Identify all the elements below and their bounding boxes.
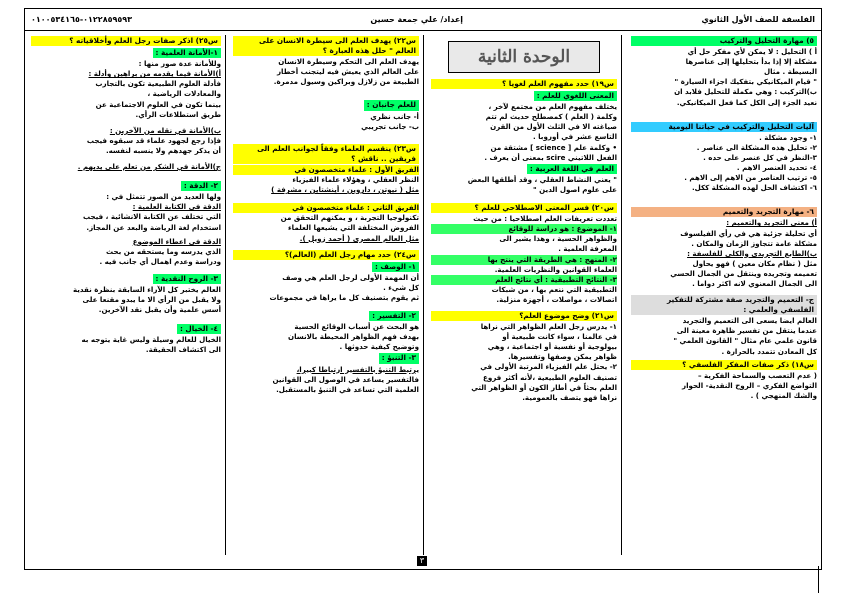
section-sides (233, 99, 419, 131)
text-line: ب)الطابع التجريدي والكلي للفلسفة : (687, 248, 817, 258)
text-line: الى اكتشاف الحقيقة. (145, 345, 221, 355)
text-line: مثل العالم المصري ( أحمد زويل ). (299, 233, 419, 243)
text-line: أن يذكر جهدهم ولا ينسبه لنفسه. (105, 145, 221, 155)
section-analysis (631, 36, 817, 108)
text-line: الذي يدرسه وما يستحقه من بحث (106, 246, 221, 256)
text-line: يختلف مفهوم العلم من مجتمع لآخر ، (488, 102, 617, 112)
text-line: العالم ايضا يسعى الى التعميم والتجريد (682, 316, 817, 326)
text-line: العالم يختبر كل الآراء السابقة بنظرة نقدية (72, 284, 221, 294)
text-line: بينما تكون في العلوم الاجتماعية عن (95, 99, 221, 109)
text-line: وتوضيح كيفية حدوثها . (339, 342, 419, 352)
column-4 (31, 35, 221, 555)
text-line: فإذا رجع لجهود علماء قد سبقوه فيجب (86, 135, 221, 145)
section-generalization (631, 295, 817, 357)
text-line: البسيطة . مثال (763, 67, 817, 77)
text-line: ٢- يحتل علم الفيزياء المرتبة الأولى في (480, 362, 617, 372)
text-line: ب)الأمانة في نقله من الآخرين : (109, 125, 221, 135)
text-line: ولها العديد من الصور تتمثل في : (106, 192, 221, 202)
text-line: ٦- اكتشاف الحل لهذه المشكلة ككل. (691, 183, 817, 193)
text-line: التي تختلف عن الكتابة الانشائية ، فيجب (83, 212, 221, 222)
text-line: العلم بحثاً في أطار الكون أو الظواهر التي (471, 382, 617, 392)
text-line: الفروض المختلفة التي يشيعها العلماء (288, 223, 419, 233)
text-line: فأدلة العلوم الطبيعية تكون بالتجارب (95, 79, 221, 89)
section-abstraction (631, 207, 817, 289)
text-line: مشكلة إلا إذا بدأ بتحليلها إلى عناصرها (685, 57, 817, 67)
section-title: ٢- الدقة : (181, 181, 221, 191)
text-line: مثل ( نيوتن ، داروين ، أينشتاين ، مشرفة ) (271, 185, 419, 195)
document-page (24, 8, 822, 570)
text-line: يرتبط التنبؤ بالتفسير ارتباطا كبيرا، (296, 364, 419, 374)
author-label: إعداد/ علي جمعة حسين (370, 15, 464, 24)
text-line: تكنولوجيا التجربة ، و يمكنهم التحقق من (280, 213, 419, 223)
text-line: أسس علمية وأن يقبل نقد الآخرين. (98, 305, 221, 315)
section-subtitle: المعنى اللغوي للعلم : (534, 91, 617, 101)
text-line: المعرفة العلمية . (558, 244, 617, 254)
text-line: هو البحث عن أسباب الوقائع الحسية (294, 322, 419, 332)
text-line: استخدام لغة الرياضة والبعد عن المجاز. (86, 222, 221, 232)
text-line: ٥- ترتيب العناصر من الاهم إلى الاهم . (684, 173, 817, 183)
section-title: س١٨) ذكر صفات المفكر الفلسفي ؟ (631, 360, 817, 370)
text-line: في عالمنا ، سواء كانت طبيعية أو (502, 332, 617, 342)
text-line: يهدف العلم الى التحكم وسيطرة الانسان (278, 57, 419, 67)
text-line: أ) معنى التجريد والتعميم : (726, 218, 817, 228)
text-line: والظواهر الحسية ، وهذا يشير الى (499, 234, 617, 244)
text-line: ٢- تحليل هذه المشكلة الى عناصر . (696, 142, 817, 152)
text-line: ج)الأمانة في الشكر من تعلم على يديهم . (77, 162, 221, 172)
text-line: نراها فهو يتصف بالعمومية. (522, 392, 617, 402)
page-header (25, 9, 821, 31)
text-line: الدقة في اعطاء الموضوع (132, 236, 221, 246)
page-edge-mark (818, 566, 819, 593)
unit-title: الوحدة الثانية (448, 41, 600, 73)
section-title: س٢٠) فسر المعنى الاصطلاحي للعلم ؟ (431, 203, 617, 213)
section-q21 (431, 311, 617, 403)
column-1 (631, 35, 817, 555)
text-line: ١- يدرس رجل العلم الظواهر التي نراها (480, 322, 617, 332)
text-line: قانون علمي عام مثال " القانون العلمي " (673, 336, 817, 346)
section-q25 (31, 36, 221, 172)
text-line: ٢- المنهج : هي الطريقة التي ينتج بها (431, 255, 617, 265)
text-line: أ- جانب نظري (370, 111, 419, 121)
section-title: ٥) مهارة التحليل والتركيب (631, 36, 817, 46)
text-line: ودراسة وعدم اهمال أي جانب فيه . (99, 256, 221, 266)
text-line: أ)الأمانة فيما يقدمه من براهين وأدلة : (88, 69, 221, 79)
text-line: الطبيعة من زلازل وبراكين وسيول مدمرة. (273, 77, 419, 87)
text-line: على علوم اصول الدين " (532, 184, 617, 194)
text-line: الفريق الثاني : علماء متخصصون في (233, 203, 419, 213)
text-line: • وكلمة علم [ science ] مشتقة من (490, 142, 617, 152)
section-title: ٦- مهارة التجريد والتعميم (631, 207, 817, 217)
text-line: أ ) التحليل : لا يمكن لأي مفكر حل أي (687, 47, 817, 57)
text-line: تعميمه وتجريده وينتقل من الجمال الحسي (670, 268, 817, 278)
column-divider (225, 35, 226, 555)
text-line: النظر العقلي ، وهؤلاء علماء الفيزياء (292, 175, 419, 185)
text-line: ثم يقوم بتصنيف كل ما يراها في مجموعات (269, 292, 419, 302)
section-mechanisms (631, 122, 817, 194)
text-line: الفعل اللاتيني scire بمعنى أن يعرف . (484, 152, 617, 162)
text-line: والشك المنهجي ) . (750, 390, 817, 400)
section-title: س٢٤) حدد مهام رجل العلم (العالم)؟ (233, 250, 419, 260)
section-title: آليات التحليل والتركيب في حياتنا اليومية (631, 122, 817, 132)
text-line: عندما ينتقل من تفسير ظاهرة معينة الى (676, 326, 817, 336)
text-line: مشكلة عامة تتجاوز الزمان والمكان . (691, 238, 817, 248)
text-line: بهدف فهم الظواهر المحيطة بالانسان (288, 332, 419, 342)
text-line: العلمية التي تساعد في التنبؤ بالمستقبل. (276, 384, 419, 394)
text-line: ب- جانب تجريبي (361, 121, 419, 131)
text-line: التاسع عشر في أوروبا . (532, 132, 617, 142)
text-line: الخيال للعالم وسيلة وليس غاية يتوجه به (81, 335, 221, 345)
text-line: ١- الموضوع : هو دراسة للوقائع (431, 224, 617, 234)
section-title: س٢٥) اذكر صفات رجل العلم وأخلاقياته ؟ (31, 36, 221, 46)
section-subtitle: ١-الأمانة العلمية : (153, 48, 222, 58)
text-line: وللأمانة عدة صور منها : (138, 59, 221, 69)
text-line: " قيام الميكانيكي بتفكيك اجزاء السيارة " (674, 77, 817, 87)
text-line: الفريق الأول : علماء متخصصون في (233, 165, 419, 175)
text-line: الدقة في الكتابة العلمية : (132, 202, 221, 212)
section-title: ج- التعميم والتجريد صفة مشتركة للتفكير الفلسفي والعلمي : (631, 295, 817, 315)
text-line: مثل ( نظام مكان معين ) فهو يحاول (692, 258, 817, 268)
text-line: " يعني النشاط العقلي ، وقد أطلقها البعض (467, 174, 617, 184)
text-line: طريق استطلاعات الرأي. (135, 109, 221, 119)
section-subtitle: ٢- التفسير : (369, 311, 419, 321)
text-line: ٣- النتائج التطبيقية : أي نتائج العلم (431, 275, 617, 285)
text-line: نعيد الجزء إلى الكل كما فعل الميكانيكي. (676, 97, 817, 107)
text-line: ولا يقبل من الرأي الا ما يبدو مقنعا على (82, 295, 221, 305)
section-title: س٢٣) ينقسم العلماء وفقاً لجوانب العلم الى فريقين .. ناقش ؟ (233, 144, 419, 164)
section-q24 (233, 250, 419, 395)
section-imagination (31, 323, 221, 355)
text-line: ظواهر يمكن وصفها وتفسيرها. (508, 352, 617, 362)
subject-label: الفلسفة للصف الأول الثانوي (701, 15, 815, 24)
page-number: ٣ (417, 556, 427, 566)
text-line: ب)التركيب : وهي مكملة للتحليل فلابد ان (674, 87, 817, 97)
section-critical-spirit (31, 273, 221, 315)
text-line: ١- وجود مشكلة . (759, 132, 817, 142)
section-subtitle: ٣- التنبؤ : (379, 353, 419, 363)
text-line: العلماء القوانين والنظريات العلمية. (494, 264, 617, 274)
section-q19 (431, 79, 617, 195)
section-q20 (431, 203, 617, 305)
section-subtitle: العلم في اللغة العربية : (527, 164, 617, 174)
text-line: أي تحليلة جزئية هي في رأي الفيلسوف (680, 228, 817, 238)
phone-label: ٠١٢٢٨٥٩٥٩٣-٠١٠٠٥٣٤١٦٥ (31, 15, 132, 24)
text-line: بيولوجية أو نفسية أو اجتماعية ، وهي (487, 342, 617, 352)
section-q23 (233, 144, 419, 244)
column-divider (621, 35, 622, 555)
section-philosopher-traits (631, 360, 817, 401)
section-title: للعلم جانبان : (364, 100, 419, 110)
text-line: كل المعادن تتمدد بالحرارة . (721, 346, 817, 356)
text-line: اتصالات ، مواصلات ، أجهزة منزلية. (496, 294, 617, 304)
text-line: صياغته الا في الثلث الأول من القرن (490, 122, 617, 132)
section-title: س٢١) وضح موضوع العلم؟ (431, 311, 617, 321)
text-line: والمعادلات الرياضية ، (147, 89, 221, 99)
section-title: س١٩) حدد مفهوم العلم لغويا ؟ (431, 79, 617, 89)
text-line: وكلمة ( العلم ) كمصطلح حديث لم تتم (485, 112, 617, 122)
column-divider (423, 35, 424, 555)
text-line: ( عدم التعصب والسماحة الفكرية – (697, 370, 817, 380)
text-line: ٤- تحديد العنصر الاهم . (736, 163, 817, 173)
text-line: التواضع الفكري – الروح النقدية- الحوار (681, 380, 817, 390)
text-line: التطبيقية التي ننعم بها ، من شبكات (491, 284, 617, 294)
text-line: على العالم الذي يعيش فيه ليتجنب أخطار (276, 67, 419, 77)
text-line: تعددت تعريفات العلم اصطلاحيا : من حيث (473, 214, 617, 224)
section-accuracy (31, 180, 221, 267)
text-line: فالتفسير يساعد في الوصول الى القوانين (272, 374, 419, 384)
text-line: تصنيف العلوم الطبيعية ،لأنه أكثر فروع (482, 372, 617, 382)
column-2 (431, 35, 617, 555)
section-subtitle: ١- الوصف : (372, 262, 419, 272)
section-title: ٣- الروح النقدية : (153, 274, 221, 284)
section-title: ٤- الخيال : (177, 324, 221, 334)
section-q22 (233, 36, 419, 87)
text-line: الى الجمال المعنوي لانه اكثر دواما . (692, 278, 817, 288)
text-line: كل شيء . (383, 282, 419, 292)
section-title: س٢٢) يهدف العلم الى سيطرة الانسان على العالم " حلل هذه العبارة ؟ (233, 36, 419, 56)
column-3 (233, 35, 419, 555)
text-line: ٣-النظر في كل عنصر على حده . (703, 152, 817, 162)
text-line: أن المهمة الأولى لرجل العلم هي وصف (282, 272, 419, 282)
